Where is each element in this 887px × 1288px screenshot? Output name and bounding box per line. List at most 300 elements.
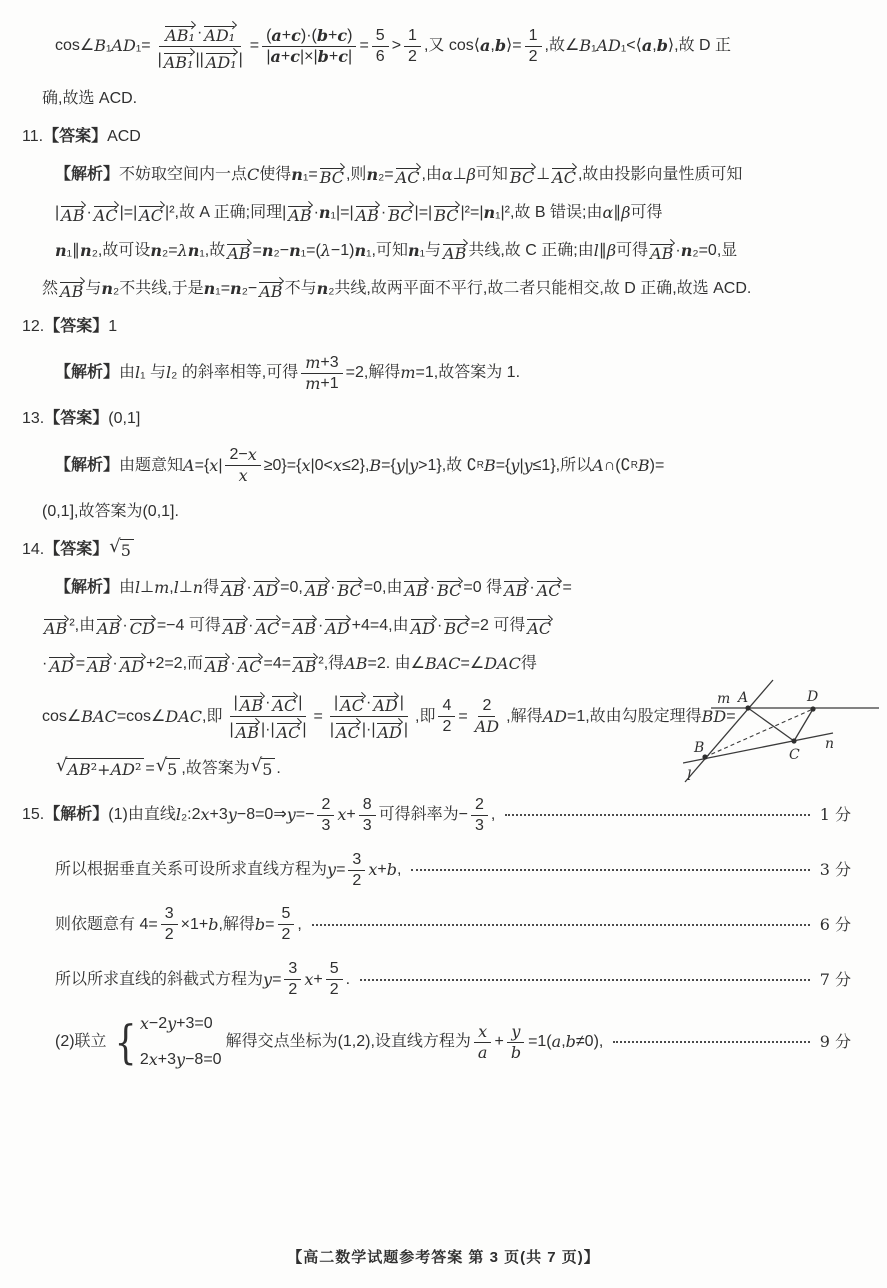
vector bbox=[271, 691, 297, 715]
vector-name: AC bbox=[340, 696, 364, 716]
vector bbox=[86, 652, 111, 676]
vector-arrow-icon bbox=[551, 163, 577, 170]
vector bbox=[48, 652, 74, 676]
bold-math-var: n bbox=[203, 278, 216, 298]
fraction bbox=[317, 795, 334, 836]
fraction-denominator: | AC |·| AD | bbox=[326, 717, 412, 743]
vector-name: AB bbox=[259, 281, 283, 301]
vector-arrow-icon bbox=[96, 614, 121, 621]
fraction bbox=[225, 445, 260, 486]
vector bbox=[436, 576, 462, 600]
math-var: y bbox=[511, 1021, 521, 1041]
line-text: 12. 【答案】 1 bbox=[22, 317, 118, 335]
bold-math-var: b bbox=[316, 25, 329, 45]
math-var: AD bbox=[542, 706, 567, 726]
math-var: x bbox=[332, 455, 342, 475]
fraction bbox=[474, 1022, 492, 1063]
vector bbox=[163, 48, 195, 72]
vector-arrow-icon bbox=[649, 239, 674, 246]
vector bbox=[119, 652, 145, 676]
math-var: DAC bbox=[484, 654, 521, 674]
bold-math-var: n bbox=[483, 202, 496, 222]
vector bbox=[138, 201, 164, 225]
bold-math-var: n bbox=[291, 164, 303, 184]
vector bbox=[60, 201, 85, 225]
vector-name: CD bbox=[129, 619, 155, 639]
vector-name: AB bbox=[60, 281, 84, 301]
line-text: 确,故选 ACD. bbox=[42, 89, 138, 107]
bold-math-var: n bbox=[80, 240, 92, 260]
diagram-label-l: l bbox=[687, 768, 692, 784]
equation-system bbox=[111, 1014, 222, 1070]
math-var: l bbox=[135, 578, 141, 598]
subscript: R bbox=[476, 459, 484, 471]
vector-arrow-icon bbox=[503, 576, 528, 583]
vector-arrow-icon bbox=[436, 576, 462, 583]
vector-name: AB bbox=[304, 581, 329, 601]
bold-math-var: a bbox=[270, 46, 281, 66]
fraction-numerator: 4 bbox=[438, 696, 455, 717]
vector-arrow-icon bbox=[253, 576, 279, 583]
math-var: C bbox=[247, 164, 260, 184]
fraction bbox=[326, 959, 343, 1000]
bold-math-var: n bbox=[680, 240, 693, 260]
math-var: x bbox=[139, 1014, 149, 1034]
vector-arrow-icon bbox=[319, 163, 345, 170]
vector-name: AD bbox=[253, 581, 279, 601]
vector-arrow-icon bbox=[235, 718, 260, 725]
fraction-numerator: 2 bbox=[317, 795, 334, 816]
fraction bbox=[284, 959, 301, 1000]
equation-system-rows bbox=[140, 1014, 222, 1070]
vector-arrow-icon bbox=[222, 614, 247, 621]
section-marker: 【解析】 bbox=[55, 165, 120, 183]
bold-math-var: b bbox=[656, 36, 668, 56]
line-text: (2)联立 { x −2 y +3=0 2 x +3 y −8=0 解得交点坐标为(1,2),设直线方程为 $\frac{x}{a}$ + $\frac{y}{b}$ =1( a , b ≠0), bbox=[55, 1014, 604, 1070]
vector bbox=[355, 201, 380, 225]
math-var: b bbox=[510, 1042, 522, 1062]
vector bbox=[239, 691, 264, 715]
fraction bbox=[225, 690, 310, 743]
math-var: y bbox=[286, 805, 296, 825]
vector-arrow-icon bbox=[336, 576, 362, 583]
line-text: 14. 【答案】 √ 5 bbox=[22, 539, 135, 561]
radicand: AB ²+ AD ² bbox=[66, 758, 144, 780]
bold-math-var: c bbox=[338, 46, 348, 66]
vector bbox=[255, 614, 281, 638]
vector-arrow-icon bbox=[86, 652, 111, 659]
vector-name: AC bbox=[139, 205, 164, 225]
math-var: b bbox=[386, 860, 397, 880]
radical-icon: √ bbox=[250, 755, 263, 777]
dotted-leader bbox=[411, 869, 809, 871]
fraction-numerator: 5 bbox=[372, 26, 389, 47]
vector-name: AD bbox=[49, 657, 74, 677]
vector bbox=[204, 652, 229, 676]
fraction bbox=[301, 353, 342, 394]
vector-arrow-icon bbox=[526, 614, 552, 621]
vector bbox=[43, 614, 68, 638]
vector bbox=[237, 652, 263, 676]
bold-math-var: b bbox=[317, 46, 329, 66]
vector bbox=[59, 277, 84, 301]
dotted-leader bbox=[613, 1041, 809, 1043]
vector bbox=[226, 239, 251, 263]
vector bbox=[336, 576, 362, 600]
document-line bbox=[0, 500, 887, 524]
vector-arrow-icon bbox=[292, 614, 317, 621]
vector-arrow-icon bbox=[276, 718, 302, 725]
vector-arrow-icon bbox=[203, 21, 236, 28]
section-marker: 【答案】 bbox=[44, 541, 109, 559]
fraction-denominator: 2 bbox=[528, 47, 538, 65]
math-var: BAC bbox=[81, 706, 117, 726]
math-var: b bbox=[565, 1032, 576, 1052]
equation-row: x −2 y +3=0 bbox=[139, 1014, 213, 1034]
bold-math-var: n bbox=[55, 240, 67, 260]
vector bbox=[220, 576, 245, 600]
vector bbox=[509, 163, 535, 187]
vector-name: BC bbox=[509, 167, 535, 187]
vector-name: AC bbox=[527, 619, 552, 639]
bold-math-var: n bbox=[366, 164, 379, 184]
document-line bbox=[0, 407, 887, 431]
math-var: λ bbox=[177, 240, 188, 260]
vector-name: AC bbox=[237, 657, 262, 677]
radical-icon: √ bbox=[109, 536, 121, 558]
vector-name: AB bbox=[288, 205, 312, 225]
vector-arrow-icon bbox=[59, 277, 84, 284]
math-var: y bbox=[510, 455, 520, 475]
vector-name: AC bbox=[93, 205, 118, 225]
page-footer: 【高二数学试题参考答案 第 3 页(共 7 页)】 bbox=[287, 1249, 600, 1267]
section-marker: 【答案】 bbox=[44, 410, 109, 428]
vector-arrow-icon bbox=[48, 652, 74, 659]
line-text: 然 AB 与 n ₂不共线,于是 n ₁= n ₂− AB 不与 n ₂共线,故两平面不平行,故二者只能相交,故 D 正确,故选 ACD. bbox=[42, 278, 752, 301]
vector-name: AD bbox=[373, 696, 398, 716]
diagram-label-a: A bbox=[738, 690, 749, 706]
fraction-denominator: 2 bbox=[288, 981, 298, 999]
math-var: x bbox=[337, 805, 347, 825]
fraction bbox=[326, 690, 412, 743]
vector-name: AB bbox=[239, 696, 264, 716]
line-text: 所以所求直线的斜截式方程为 y = $\frac{3}{2}$ x + $\frac{5}{2}$ . bbox=[55, 960, 351, 999]
subscript: R bbox=[630, 459, 638, 471]
math-var: BAC bbox=[424, 654, 461, 674]
vector-name: BC bbox=[388, 205, 413, 225]
vector-arrow-icon bbox=[536, 576, 562, 583]
vector-name: AB bbox=[293, 657, 317, 677]
vector bbox=[387, 201, 413, 225]
math-var: l bbox=[135, 363, 141, 382]
fraction-numerator: | AB · AC | bbox=[230, 690, 307, 717]
radicand: 5 bbox=[120, 539, 134, 561]
fraction bbox=[154, 20, 247, 73]
math-var: BD bbox=[701, 706, 727, 726]
fraction-numerator: ( a + c )·( b + c ) bbox=[262, 26, 356, 47]
vector bbox=[372, 691, 398, 715]
document-line bbox=[0, 277, 887, 301]
vector-arrow-icon bbox=[376, 718, 402, 725]
vector-name: AD bbox=[377, 723, 402, 743]
fraction-numerator: 3 bbox=[348, 850, 365, 871]
vector bbox=[96, 614, 121, 638]
vector-name: BC bbox=[444, 619, 469, 639]
fraction-denominator: | a + c |×| b + c | bbox=[266, 46, 353, 66]
line-text: | AB · AC |=| AC |²,故 A 正确;同理| AB · n ₁|=| AB · BC |=| BC |²=| n ₁|²,故 B 错误;由 α ∥ β 可得 bbox=[55, 202, 663, 225]
math-var: n bbox=[192, 578, 204, 598]
vector-name: AB bbox=[221, 581, 245, 601]
fraction-numerator: 5 bbox=[326, 959, 343, 980]
radicand: 5 bbox=[261, 758, 275, 780]
diagram-label-c: C bbox=[789, 747, 800, 763]
vector bbox=[164, 21, 196, 45]
math-var: B bbox=[637, 455, 650, 475]
line-text: 则依题意有 4= $\frac{3}{2}$ ×1+ b ,解得 b = $\frac{5}{2}$ , bbox=[55, 905, 302, 944]
math-var: y bbox=[409, 455, 419, 475]
line-text: √ AB ²+ AD ² = √ 5 ,故答案为 √ 5 . bbox=[56, 755, 281, 779]
fraction bbox=[525, 26, 542, 67]
vector-name: AD bbox=[119, 657, 145, 677]
math-var: α bbox=[602, 202, 614, 222]
math-var: AD bbox=[596, 36, 621, 56]
fraction-denominator bbox=[471, 717, 503, 737]
fraction-denominator bbox=[235, 466, 252, 486]
bold-math-var: n bbox=[408, 240, 420, 260]
fraction-numerator: | AC · AD | bbox=[330, 690, 408, 717]
vector-name: AC bbox=[552, 167, 576, 187]
fraction-denominator: 3 bbox=[475, 816, 484, 834]
vector bbox=[335, 718, 361, 742]
fraction bbox=[359, 795, 376, 836]
fraction-denominator: m +1 bbox=[305, 373, 339, 393]
math-var: B bbox=[579, 36, 592, 56]
bold-math-var: n bbox=[354, 240, 367, 260]
vector-name: AB bbox=[61, 205, 85, 225]
bold-math-var: n bbox=[230, 278, 242, 298]
bold-math-var: c bbox=[337, 25, 348, 45]
math-var: x bbox=[301, 455, 311, 475]
vector bbox=[551, 163, 577, 187]
vector-arrow-icon bbox=[410, 614, 436, 621]
document-line bbox=[0, 125, 887, 149]
document-line bbox=[0, 163, 887, 187]
vector bbox=[292, 652, 317, 676]
diagram-label-n: n bbox=[825, 736, 835, 752]
fraction bbox=[438, 696, 455, 737]
document-line bbox=[0, 315, 887, 339]
vector-arrow-icon bbox=[403, 576, 428, 583]
math-var: l bbox=[593, 240, 599, 260]
vector-arrow-icon bbox=[339, 691, 365, 698]
vector-name: AC bbox=[395, 167, 420, 187]
vector bbox=[376, 718, 402, 742]
dotted-leader bbox=[505, 814, 809, 816]
math-var: AB bbox=[344, 654, 368, 674]
math-var: b bbox=[208, 914, 219, 934]
vector bbox=[129, 614, 156, 638]
score-label: 7 分 bbox=[819, 969, 851, 989]
math-var: DAC bbox=[165, 706, 203, 726]
bold-math-var: c bbox=[290, 46, 301, 66]
vector-arrow-icon bbox=[239, 691, 264, 698]
fraction-denominator: 2 bbox=[442, 718, 452, 736]
vector-name: AC bbox=[276, 723, 301, 743]
math-var: y bbox=[227, 805, 237, 825]
line-text: 11. 【答案】 ACD bbox=[22, 127, 141, 145]
fraction bbox=[372, 26, 389, 67]
score-label: 3 分 bbox=[819, 860, 851, 880]
fraction-denominator: | AB |·| AC | bbox=[225, 717, 310, 743]
bold-math-var: c bbox=[291, 25, 301, 45]
section-marker: 【解析】 bbox=[55, 579, 120, 597]
radical-icon: √ bbox=[155, 755, 168, 777]
math-var: m bbox=[400, 363, 416, 382]
math-var: x bbox=[247, 445, 257, 465]
diagram-label-d: D bbox=[807, 689, 819, 705]
vector bbox=[304, 576, 329, 600]
math-var: x bbox=[238, 466, 248, 486]
line-text: 【解析】 不妨取空间内一点 C 使得 n ₁= BC ,则 n ₂= AC ,由 α ⊥ β 可知 BC ⊥ AC ,故由投影向量性质可知 bbox=[55, 164, 743, 187]
vector bbox=[276, 718, 302, 742]
math-var: x bbox=[478, 1021, 488, 1041]
math-var: AB bbox=[67, 759, 91, 779]
vector-name: AD bbox=[325, 619, 350, 639]
fraction bbox=[404, 26, 421, 67]
vector bbox=[205, 48, 238, 72]
brace-icon: { bbox=[114, 1014, 137, 1069]
vector-name: AB bbox=[355, 205, 379, 225]
vector-arrow-icon bbox=[433, 201, 459, 208]
fraction bbox=[471, 795, 488, 836]
vector-arrow-icon bbox=[372, 691, 398, 698]
math-var: α bbox=[441, 164, 453, 184]
vector-name: BC bbox=[437, 581, 462, 601]
vector-arrow-icon bbox=[387, 201, 413, 208]
math-var: B bbox=[94, 36, 107, 56]
geometry-diagram bbox=[683, 660, 885, 806]
bold-math-var: n bbox=[150, 240, 162, 260]
math-var: y bbox=[327, 860, 337, 880]
math-var: B bbox=[483, 455, 496, 475]
fraction-numerator: 2− x bbox=[225, 445, 260, 466]
vector-arrow-icon bbox=[443, 614, 469, 621]
bold-math-var: a bbox=[271, 25, 282, 45]
vector-name: AC bbox=[272, 696, 297, 716]
vector-arrow-icon bbox=[255, 614, 281, 621]
math-var: y bbox=[523, 455, 533, 475]
bold-math-var: n bbox=[318, 202, 331, 222]
line-text: cos∠ BAC =cos∠ DAC ,即 | AB · AC | | AB |·| AC | = | AC · AD | | AC |·| AD | ,即 $\frac{4}{2}$ = $\frac{2}{AD}$ ,解得 AD =1,故由勾股定理得 BD = bbox=[42, 690, 736, 743]
fraction-numerator: m +3 bbox=[301, 353, 342, 374]
diagram-point-d bbox=[810, 706, 815, 711]
vector-arrow-icon bbox=[163, 48, 195, 55]
section-marker: 【解析】 bbox=[55, 364, 120, 381]
vector-arrow-icon bbox=[271, 691, 297, 698]
vector-name: BC bbox=[337, 581, 362, 601]
lines-container bbox=[0, 20, 887, 1070]
fraction-denominator: 2 bbox=[408, 47, 417, 65]
vector-name: AB bbox=[205, 657, 229, 677]
document-line bbox=[0, 20, 887, 73]
math-var: m bbox=[154, 578, 170, 598]
vector-arrow-icon bbox=[93, 201, 119, 208]
line-text: n ₁∥ n ₂,故可设 n ₂= λ n ₁,故 AB = n ₂− n ₁=( λ −1) n ₁,可知 n ₁与 AB 共线,故 C 正确;由 l ∥ β 可得 AB · n ₂=0,显 bbox=[55, 240, 738, 263]
diagram-label-b: B bbox=[694, 740, 705, 756]
vector-name: AD₁ bbox=[204, 26, 236, 45]
vector bbox=[443, 614, 469, 638]
line-text: 15. 【解析】 (1)由直线 l ₂:2 x +3 y −8=0⇒ y =− $\frac{2}{3}$ x + $\frac{8}{3}$ 可得斜率为− $\frac{2}{3}$ , bbox=[22, 795, 496, 834]
fraction-numerator: 8 bbox=[359, 795, 376, 816]
vector bbox=[403, 576, 428, 600]
vector-arrow-icon bbox=[355, 201, 380, 208]
vector bbox=[222, 614, 247, 638]
fraction-numerator: 2 bbox=[471, 795, 488, 816]
math-var: λ bbox=[320, 240, 331, 260]
line-text: (0,1],故答案为(0,1]. bbox=[42, 503, 179, 521]
line-text: cos∠ B ₁ AD ₁= AB₁ · AD₁ | AB₁ || AD₁ | = ( a + c )·( b + c ) | a + c |×| b + c | = $\frac{5}{6}$ > $\frac{1}{2}$ ,又 cos⟨ a , b ⟩= $\frac{1}{2}$ ,故∠ B ₁ AD ₁<⟨ a , b ⟩,故 D 正 bbox=[55, 20, 731, 73]
math-var: a bbox=[477, 1042, 488, 1062]
vector bbox=[410, 614, 436, 638]
vector-arrow-icon bbox=[292, 652, 317, 659]
fraction-numerator bbox=[507, 1022, 524, 1043]
vector bbox=[649, 239, 674, 263]
bold-math-var: a bbox=[480, 36, 491, 56]
fraction-denominator: 3 bbox=[362, 816, 372, 834]
vector-arrow-icon bbox=[442, 239, 467, 246]
radicand: 5 bbox=[166, 758, 180, 780]
vector bbox=[253, 576, 279, 600]
math-var: l bbox=[173, 578, 179, 598]
vector-name: AB bbox=[87, 657, 111, 677]
vector-name: AD₁ bbox=[205, 52, 237, 72]
vector-arrow-icon bbox=[287, 201, 312, 208]
fraction-numerator: 3 bbox=[161, 904, 178, 925]
math-var: B bbox=[369, 455, 382, 475]
diagram-segment-ac bbox=[748, 708, 794, 741]
vector-arrow-icon bbox=[43, 614, 68, 621]
document-line bbox=[0, 353, 887, 394]
document-line bbox=[0, 239, 887, 263]
line-text: 所以根据垂直关系可设所求直线方程为 y = $\frac{3}{2}$ x + b , bbox=[55, 850, 402, 889]
radical-icon: √ bbox=[56, 755, 68, 777]
square-root bbox=[56, 755, 144, 780]
fraction-numerator: 5 bbox=[278, 904, 295, 925]
vector-arrow-icon bbox=[258, 277, 283, 284]
document-line bbox=[0, 576, 887, 600]
math-var: A bbox=[592, 455, 604, 475]
math-var: m bbox=[305, 373, 321, 393]
vector bbox=[503, 576, 528, 600]
vector-name: AB bbox=[235, 723, 259, 743]
document-line bbox=[0, 904, 887, 945]
vector bbox=[339, 691, 365, 715]
fraction-denominator: 2 bbox=[352, 871, 362, 889]
math-var: y bbox=[176, 1050, 186, 1070]
fraction bbox=[507, 1022, 525, 1063]
vector-name: AB₁ bbox=[163, 52, 194, 72]
vector-name: AC bbox=[336, 723, 360, 743]
math-var: a bbox=[551, 1032, 562, 1052]
vector-arrow-icon bbox=[205, 48, 238, 55]
vector-name: AD bbox=[410, 619, 435, 639]
vector-arrow-icon bbox=[220, 576, 245, 583]
fraction-denominator: | AB₁ || AD₁ | bbox=[154, 47, 247, 73]
diagram-label-m: m bbox=[717, 691, 731, 707]
document-line bbox=[0, 1014, 887, 1070]
fraction-numerator: 2 bbox=[478, 696, 495, 717]
score-label: 6 分 bbox=[819, 914, 851, 934]
